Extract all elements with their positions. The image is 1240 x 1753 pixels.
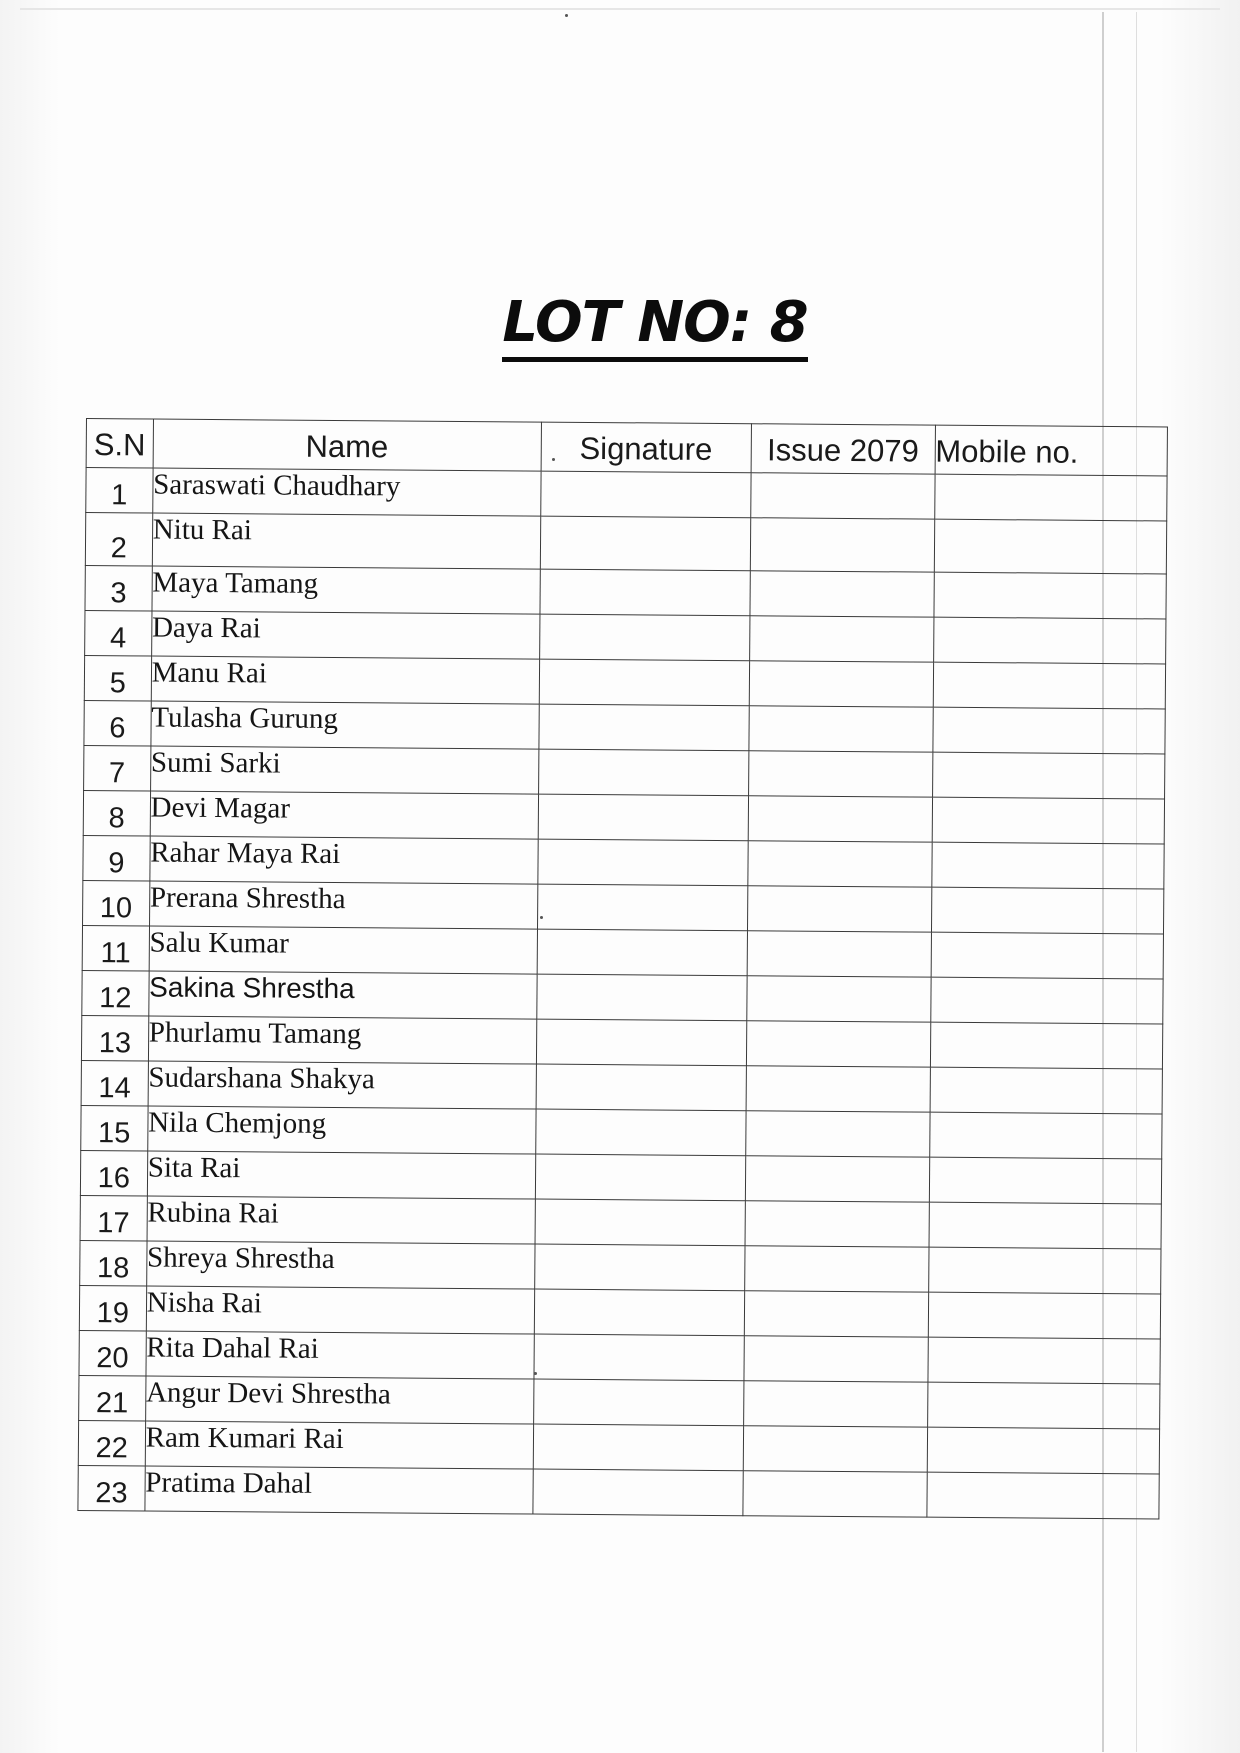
cell-mobile <box>930 1022 1163 1069</box>
cell-issue <box>747 931 931 977</box>
page-title: LOT NO: 8 <box>502 291 807 362</box>
cell-name: Sudarshana Shakya <box>148 1061 536 1109</box>
cell-signature <box>539 614 749 661</box>
cell-sn: 15 <box>81 1105 148 1151</box>
cell-name: Sita Rai <box>147 1151 535 1199</box>
cell-signature <box>539 659 749 706</box>
cell-issue <box>750 518 934 572</box>
cell-signature <box>536 974 746 1021</box>
cell-issue <box>750 571 934 617</box>
cell-issue <box>746 1021 930 1067</box>
cell-issue <box>743 1381 927 1427</box>
cell-mobile <box>929 1157 1162 1204</box>
cell-issue <box>746 1066 930 1112</box>
cell-name: Manu Rai <box>151 656 539 704</box>
cell-name: Pratima Dahal <box>145 1466 533 1514</box>
cell-name: Sumi Sarki <box>150 746 538 794</box>
scan-speck <box>540 916 543 919</box>
cell-name: Angur Devi Shrestha <box>145 1376 533 1424</box>
cell-name: Shreya Shrestha <box>146 1241 534 1289</box>
cell-name: Rahar Maya Rai <box>150 836 538 884</box>
cell-name: Rubina Rai <box>147 1196 535 1244</box>
cell-name: Tulasha Gurung <box>151 701 539 749</box>
cell-issue <box>743 1471 927 1517</box>
header-name: Name <box>153 419 541 471</box>
cell-name: Salu Kumar <box>149 926 537 974</box>
cell-sn: 6 <box>84 700 151 746</box>
cell-issue <box>749 616 933 662</box>
cell-sn: 23 <box>78 1465 145 1511</box>
cell-mobile <box>929 1202 1162 1249</box>
cell-name: Devi Magar <box>150 791 538 839</box>
cell-sn: 9 <box>83 835 150 881</box>
cell-name: Prerana Shrestha <box>149 881 537 929</box>
cell-issue <box>749 706 933 752</box>
scan-speck <box>565 14 568 17</box>
cell-name: Saraswati Chaudhary <box>152 468 540 516</box>
cell-issue <box>747 976 931 1022</box>
cell-signature <box>534 1334 744 1381</box>
cell-mobile <box>928 1337 1161 1384</box>
cell-name: Nila Chemjong <box>147 1106 535 1154</box>
cell-signature <box>534 1244 744 1291</box>
cell-signature <box>535 1109 745 1156</box>
cell-issue <box>750 473 934 519</box>
cell-name: Sakina Shrestha <box>148 971 536 1019</box>
cell-sn: 8 <box>83 790 150 836</box>
cell-mobile <box>932 752 1165 799</box>
cell-mobile <box>927 1382 1160 1429</box>
cell-signature <box>537 839 747 886</box>
cell-sn: 2 <box>85 513 152 567</box>
cell-issue <box>747 886 931 932</box>
cell-mobile <box>934 474 1167 521</box>
cell-signature <box>535 1154 745 1201</box>
cell-signature <box>538 749 748 796</box>
cell-signature <box>533 1469 743 1516</box>
cell-sn: 20 <box>79 1330 146 1376</box>
cell-signature <box>535 1199 745 1246</box>
cell-sn: 3 <box>85 565 152 611</box>
cell-name: Phurlamu Tamang <box>148 1016 536 1064</box>
cell-issue <box>745 1111 929 1157</box>
header-issue: Issue 2079 <box>751 424 935 474</box>
cell-sn: 12 <box>82 970 149 1016</box>
cell-sn: 1 <box>86 468 153 514</box>
cell-mobile <box>926 1472 1159 1519</box>
cell-mobile <box>930 1067 1163 1114</box>
cell-signature <box>537 884 747 931</box>
cell-name: Rita Dahal Rai <box>146 1331 534 1379</box>
cell-mobile <box>928 1292 1161 1339</box>
cell-name: Ram Kumari Rai <box>145 1421 533 1469</box>
cell-signature <box>540 516 751 571</box>
cell-mobile <box>932 797 1165 844</box>
cell-mobile <box>931 887 1164 934</box>
header-signature: Signature <box>541 422 752 473</box>
cell-mobile <box>927 1427 1160 1474</box>
cell-issue <box>748 796 932 842</box>
cell-name: Daya Rai <box>151 611 539 659</box>
cell-sn: 14 <box>81 1060 148 1106</box>
cell-signature <box>538 794 748 841</box>
page-title-wrapper <box>0 290 1240 362</box>
cell-issue <box>744 1291 928 1337</box>
cell-mobile <box>934 572 1167 619</box>
cell-issue <box>744 1246 928 1292</box>
cell-sn: 21 <box>79 1375 146 1421</box>
cell-sn: 22 <box>78 1420 145 1466</box>
cell-issue <box>744 1336 928 1382</box>
cell-signature <box>534 1289 744 1336</box>
roster-table <box>77 418 1168 1519</box>
page-top-edge <box>20 8 1220 10</box>
table-row <box>78 1465 1159 1518</box>
cell-mobile <box>931 932 1164 979</box>
cell-issue <box>745 1156 929 1202</box>
cell-issue <box>743 1426 927 1472</box>
cell-signature <box>533 1379 743 1426</box>
table-body <box>78 468 1167 1519</box>
cell-sn: 5 <box>84 655 151 701</box>
cell-mobile <box>931 842 1164 889</box>
scan-speck <box>534 1372 537 1375</box>
cell-sn: 18 <box>80 1240 147 1286</box>
cell-mobile <box>930 977 1163 1024</box>
scan-speck <box>552 458 555 461</box>
cell-mobile <box>934 519 1167 574</box>
cell-mobile <box>932 707 1165 754</box>
cell-mobile <box>933 662 1166 709</box>
table-header-row <box>86 419 1167 476</box>
cell-name: Nitu Rai <box>152 513 540 569</box>
table-row <box>85 513 1166 574</box>
cell-mobile <box>928 1247 1161 1294</box>
cell-signature <box>539 704 749 751</box>
cell-signature <box>537 929 747 976</box>
header-sn: S.N <box>86 419 153 469</box>
cell-name: Maya Tamang <box>152 566 540 614</box>
cell-sn: 19 <box>79 1285 146 1331</box>
cell-sn: 11 <box>82 925 149 971</box>
cell-signature <box>540 569 750 616</box>
cell-issue <box>749 661 933 707</box>
cell-issue <box>748 751 932 797</box>
cell-mobile <box>933 617 1166 664</box>
cell-mobile <box>929 1112 1162 1159</box>
cell-issue <box>745 1201 929 1247</box>
cell-sn: 4 <box>85 610 152 656</box>
cell-sn: 7 <box>84 745 151 791</box>
cell-signature <box>533 1424 743 1471</box>
cell-signature <box>536 1019 746 1066</box>
cell-signature <box>536 1064 746 1111</box>
cell-sn: 10 <box>83 880 150 926</box>
cell-sn: 17 <box>80 1195 147 1241</box>
cell-issue <box>748 841 932 887</box>
cell-sn: 16 <box>80 1150 147 1196</box>
header-mobile: Mobile no. <box>935 425 1168 476</box>
cell-name: Nisha Rai <box>146 1286 534 1334</box>
cell-signature <box>540 471 750 518</box>
cell-sn: 13 <box>81 1015 148 1061</box>
